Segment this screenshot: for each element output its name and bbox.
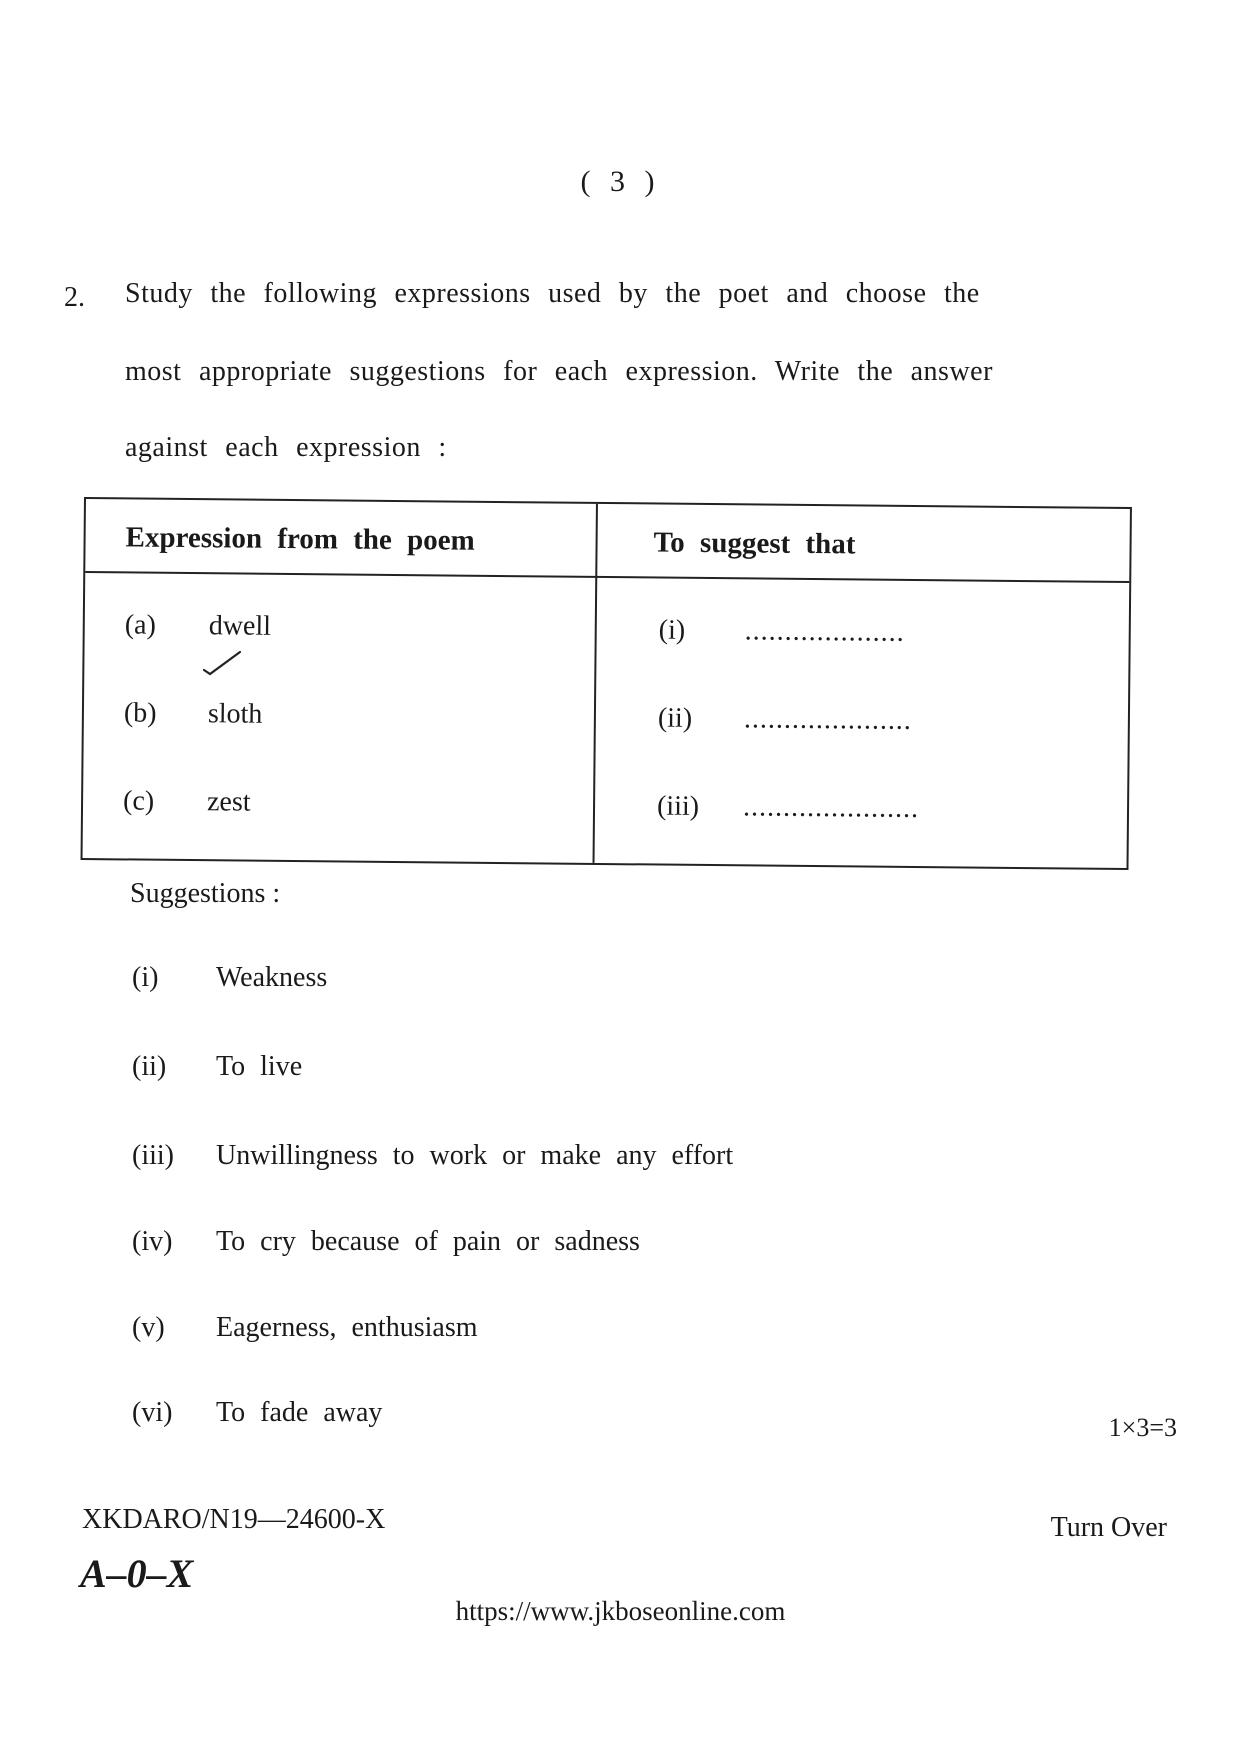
answer-blank[interactable]: ....................: [744, 615, 905, 648]
question-number: 2.: [64, 282, 85, 313]
expression-term: dwell: [208, 610, 272, 642]
suggestion-number: (vi): [132, 1397, 173, 1428]
answer-blank[interactable]: .....................: [743, 703, 913, 736]
answer-blank[interactable]: ......................: [742, 791, 920, 825]
suggestion-number: (iv): [132, 1226, 173, 1257]
paper-code: XKDARO/N19—24600-X: [82, 1504, 386, 1535]
expression-table: [81, 497, 1132, 870]
turn-over-label: Turn Over: [1050, 1512, 1167, 1543]
question-text-line: most appropriate suggestions for each expression. Write the answer: [125, 356, 993, 387]
row-label: (c): [122, 785, 155, 817]
suggestion-number: (v): [132, 1312, 165, 1343]
suggestion-number: (i): [132, 962, 159, 993]
suggestion-text: Eagerness, enthusiasm: [216, 1312, 478, 1343]
question-text-line: Study the following expressions used by the poet and choose the: [125, 278, 980, 309]
answer-number: (iii): [656, 790, 700, 822]
suggestion-number: (iii): [132, 1140, 174, 1171]
marks-label: 1×3=3: [1108, 1413, 1177, 1442]
table-header-divider: [85, 571, 1129, 583]
handwritten-tick-icon: [200, 648, 244, 678]
suggestion-text: To fade away: [216, 1397, 383, 1428]
table-column-divider: [593, 504, 598, 863]
suggestion-text: Weakness: [216, 962, 328, 993]
answer-number: (ii): [657, 702, 693, 734]
source-url[interactable]: https://www.jkboseonline.com: [455, 1596, 786, 1626]
answer-number: (i): [658, 614, 686, 646]
suggestion-text: To live: [216, 1051, 303, 1082]
table-header-expression: Expression from the poem: [125, 521, 475, 557]
suggestion-number: (ii): [132, 1051, 167, 1082]
table-header-suggest: To suggest that: [653, 526, 856, 561]
page-number: ( 3 ): [580, 165, 661, 198]
row-label: (a): [124, 609, 156, 641]
suggestion-text: Unwillingness to work or make any effort: [216, 1140, 734, 1171]
expression-term: zest: [206, 786, 251, 818]
row-label: (b): [123, 697, 157, 729]
suggestion-text: To cry because of pain or sadness: [216, 1226, 640, 1257]
series-code: A–0–X: [80, 1551, 194, 1596]
expression-term: sloth: [207, 698, 263, 730]
suggestions-title: Suggestions :: [130, 878, 281, 909]
question-text-line: against each expression :: [125, 432, 447, 463]
